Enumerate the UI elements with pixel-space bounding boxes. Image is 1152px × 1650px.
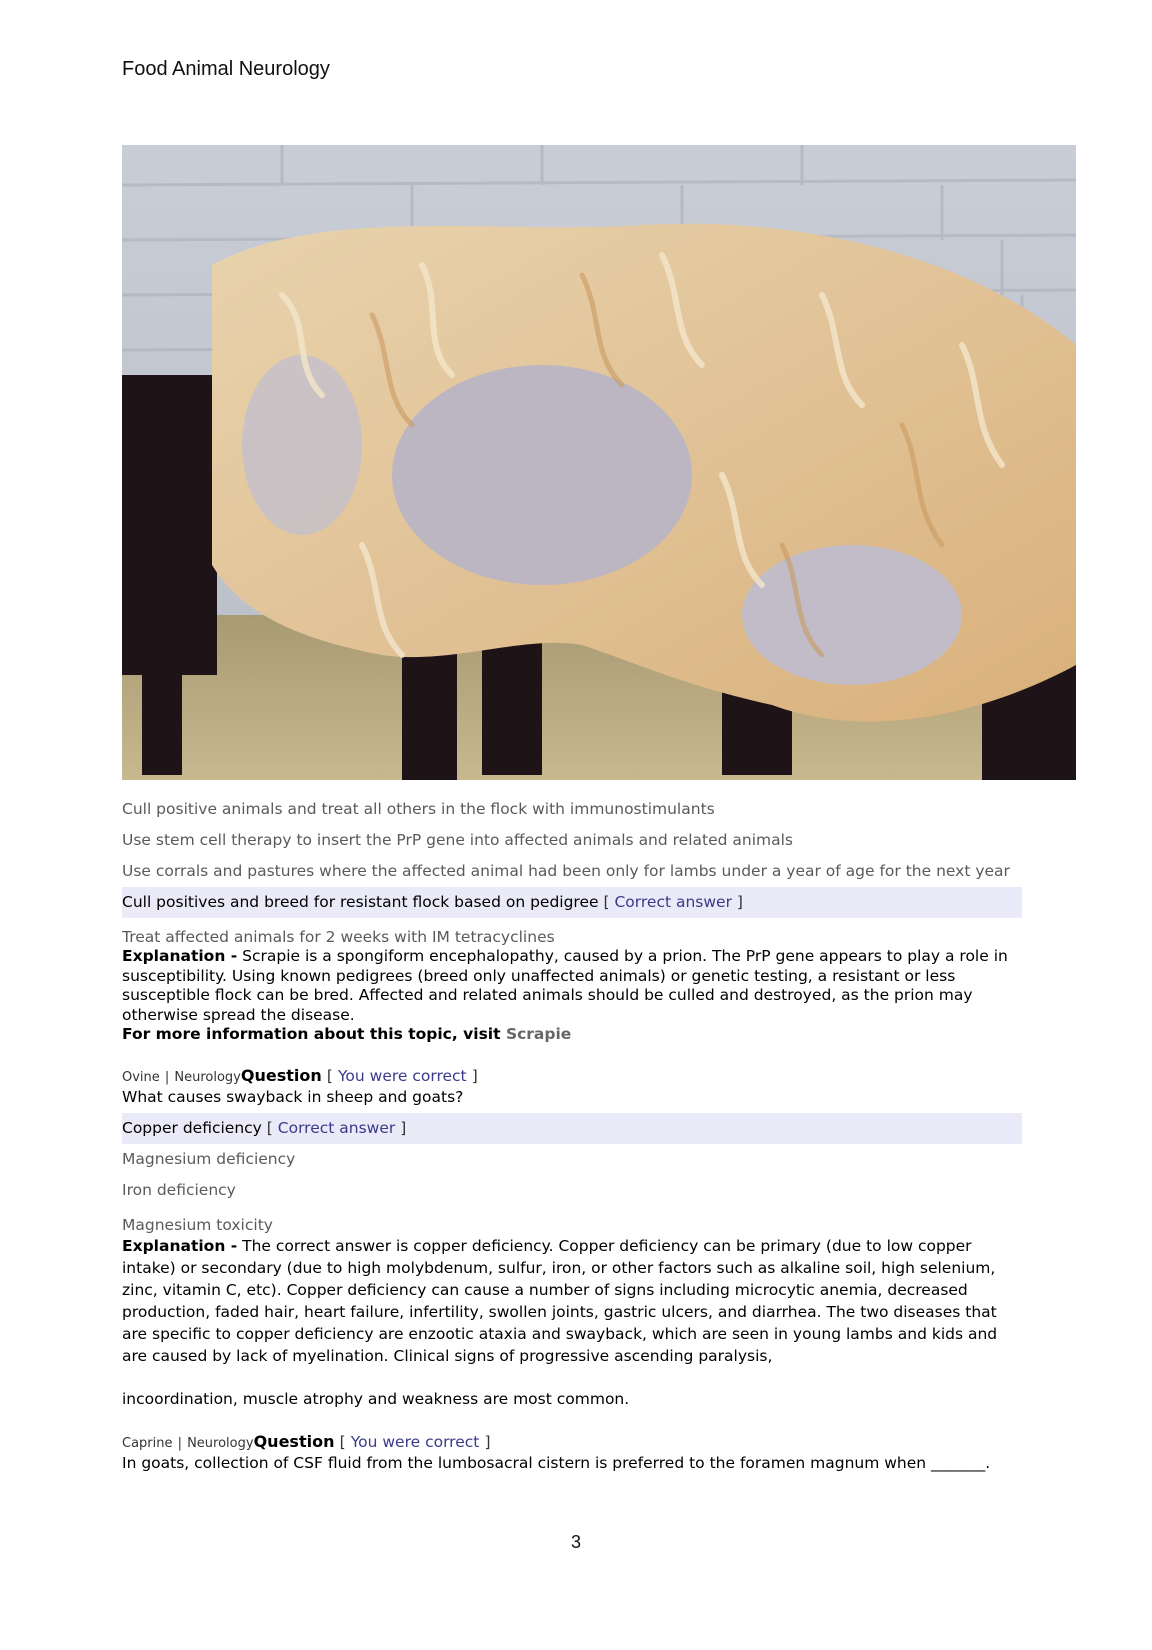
explanation-block <box>122 947 1022 1025</box>
result-status: You were correct <box>350 1433 480 1451</box>
explanation-text: Scrapie is a spongiform encephalopathy, caused by a prion. The PrP gene appears to play a role in susceptibility. Using known pedigrees (breed only unaffected animals) or genetic testing, a resistant or less susceptible flock can be bred. Affected and related animals should be culled and destroyed, as the prion may otherwise spread the disease. <box>122 947 1008 1024</box>
correct-answer-label: Correct answer <box>277 1119 396 1137</box>
scrapie-link[interactable]: Scrapie <box>505 1025 572 1043</box>
answer-option[interactable]: Iron deficiency <box>122 1181 236 1199</box>
answer-option[interactable]: Cull positive animals and treat all others in the flock with immunostimulants <box>122 800 715 818</box>
more-info: For more information about this topic, visit Scrapie <box>122 1025 572 1043</box>
correct-answer-label: Correct answer <box>614 893 732 911</box>
species-tag: Ovine <box>122 1070 160 1085</box>
answer-option-correct[interactable]: Cull positives and breed for resistant flock based on pedigree [ Correct answer ] <box>122 887 1022 918</box>
answer-option[interactable]: Magnesium toxicity <box>122 1216 273 1234</box>
sheep-illustration <box>122 145 1076 780</box>
explanation-block <box>122 1235 1022 1367</box>
question-label: Question <box>240 1066 322 1085</box>
answer-option-correct[interactable]: Copper deficiency [ Correct answer ] <box>122 1113 1022 1144</box>
result-status: You were correct <box>338 1067 467 1085</box>
explanation-label: Explanation - <box>122 1237 238 1255</box>
species-tag: Caprine <box>122 1436 173 1451</box>
question-text: What causes swayback in sheep and goats? <box>122 1088 464 1106</box>
answer-option[interactable]: Magnesium deficiency <box>122 1150 296 1168</box>
explanation-label: Explanation - <box>122 947 238 965</box>
category-tag: Neurology <box>187 1436 254 1451</box>
question-header: Ovine | NeurologyQuestion [ You were correct ] <box>122 1066 478 1085</box>
sheep-wool-loss-photo <box>122 145 1076 780</box>
page-header: Food Animal Neurology <box>122 58 330 80</box>
question-header: Caprine | NeurologyQuestion [ You were correct ] <box>122 1432 491 1451</box>
explanation-continued: incoordination, muscle atrophy and weakness are most common. <box>122 1390 630 1408</box>
quiz-content <box>122 794 1022 1473</box>
answer-option[interactable]: Use stem cell therapy to insert the PrP gene into affected animals and related animals <box>122 831 794 849</box>
answer-option[interactable]: Treat affected animals for 2 weeks with IM tetracyclines <box>122 928 555 946</box>
question-label: Question <box>253 1432 335 1451</box>
page-number: 3 <box>570 1532 581 1552</box>
option-text: Cull positives and breed for resistant flock based on pedigree <box>122 893 599 911</box>
answer-option[interactable]: Use corrals and pastures where the affected animal had been only for lambs under a year of age for the next year <box>122 862 1010 880</box>
question-text: In goats, collection of CSF fluid from the lumbosacral cistern is preferred to the foramen magnum when _______. <box>122 1454 991 1472</box>
category-tag: Neurology <box>174 1070 241 1085</box>
option-text: Copper deficiency <box>122 1119 262 1137</box>
explanation-text: The correct answer is copper deficiency. Copper deficiency can be primary (due to low copper intake) or secondary (due to high molybdenum, sulfur, iron, or other factors such as alkaline soil, high selenium, zinc, vitamin C, etc). Copper deficiency can cause a number of signs including microcytic anemia, decreased production, faded hair, heart failure, infertility, swollen joints, gastric ulcers, and diarrhea. The two diseases that are specific to copper deficiency are enzootic ataxia and swayback, which are seen in young lambs and kids and are caused by lack of myelination. Clinical signs of progressive ascending paralysis, <box>122 1237 998 1365</box>
